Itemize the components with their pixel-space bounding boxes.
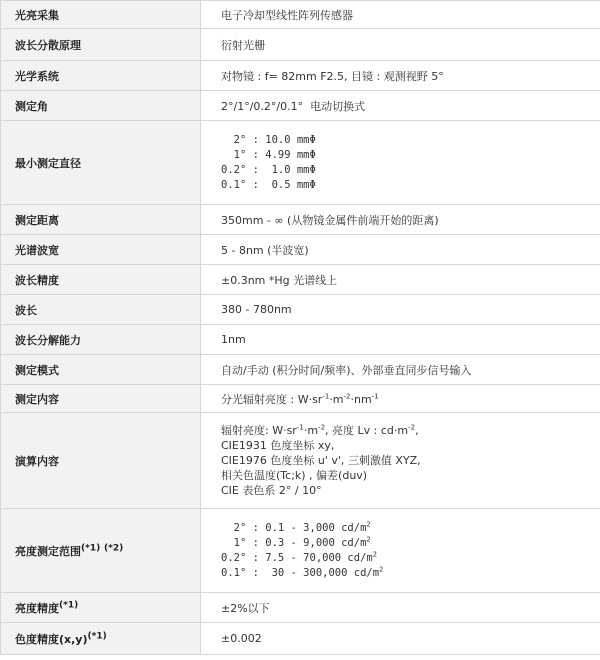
table-row xyxy=(1,1,600,29)
row-value: 电子冷却型线性阵列传感器 xyxy=(201,1,600,29)
footnote-ref: (*2) xyxy=(104,542,124,553)
row-label: 光学系统 xyxy=(1,61,201,91)
footnote-ref: (*1) xyxy=(59,599,79,610)
table-row xyxy=(1,235,600,265)
table-row xyxy=(1,121,600,205)
range-line: 0.1° : 30 - 300,000 $cd/m^2$ xyxy=(221,565,384,579)
diameter-line: 1° : 4.99 mmΦ xyxy=(221,148,316,161)
table-row xyxy=(1,413,600,509)
row-label: 测定角 xyxy=(1,91,201,121)
exponent: -2 xyxy=(343,391,351,400)
row-value: 350mm - ∞ (从物镜金属件前端开始的距离) xyxy=(201,205,600,235)
row-label: 波长分散原理 xyxy=(1,29,201,61)
row-value: 衍射光栅 xyxy=(201,29,600,61)
calc-line: CIE1976 色度坐标 u' v', 三刺激值 XYZ, xyxy=(221,454,421,467)
row-value xyxy=(201,385,600,413)
table-row xyxy=(1,265,600,295)
row-value xyxy=(201,121,600,205)
exponent: -1 xyxy=(322,391,330,400)
range-line: 1° : 0.3 - 9,000 $cd/m^2$ xyxy=(221,535,371,549)
footnote-ref: (*1) xyxy=(81,542,101,553)
table-row xyxy=(1,593,600,623)
table-row xyxy=(1,509,600,593)
row-label: 最小测定直径 xyxy=(1,121,201,205)
row-label: 测定模式 xyxy=(1,355,201,385)
unit-part: ·m xyxy=(329,392,344,406)
calc-line: 相关色温度(Tc;k) , 偏差(duv) xyxy=(221,469,368,482)
row-label: 光亮采集 xyxy=(1,1,201,29)
table-row xyxy=(1,325,600,355)
unit-part: ·nm xyxy=(350,392,372,406)
table-row xyxy=(1,61,600,91)
row-value: 1nm xyxy=(201,325,600,355)
row-label: 亮度测定范围$^{(*1)}$ $^{(*2)}$ xyxy=(1,509,201,593)
table-row xyxy=(1,295,600,325)
calc-line: 辐射亮度: $W\cdot sr^{-1}\cdot m^{-2}$, 亮度 Lv : $cd\cdot m^{-2}$, xyxy=(221,423,419,437)
row-value xyxy=(201,413,600,509)
row-value: 380 - 780nm xyxy=(201,295,600,325)
calc-line: CIE 表色系 2° / 10° xyxy=(221,484,322,497)
row-value: ±0.002 xyxy=(201,623,600,655)
row-label: 演算内容 xyxy=(1,413,201,509)
row-label: 亮度精度$^{(*1)}$ xyxy=(1,593,201,623)
row-label: 测定内容 xyxy=(1,385,201,413)
diameter-line: 0.2° : 1.0 mmΦ xyxy=(221,163,316,176)
row-label: 光谱波宽 xyxy=(1,235,201,265)
row-value: 5 - 8nm (半波宽) xyxy=(201,235,600,265)
table-row xyxy=(1,623,600,655)
row-value: ±2%以下 xyxy=(201,593,600,623)
table-row xyxy=(1,355,600,385)
row-label: 波长精度 xyxy=(1,265,201,295)
row-label: 色度精度$(x,y)^{(*1)}$ xyxy=(1,623,201,655)
row-value xyxy=(201,509,600,593)
diameter-line: 0.1° : 0.5 mmΦ xyxy=(221,178,316,191)
table-row xyxy=(1,205,600,235)
row-value: ±0.3nm *Hg 光谱线上 xyxy=(201,265,600,295)
row-label: 波长分解能力 xyxy=(1,325,201,355)
range-line: 2° : 0.1 - 3,000 $cd/m^2$ xyxy=(221,520,371,534)
row-value: 自动/手动 (积分时间/频率)、外部垂直同步信号输入 xyxy=(201,355,600,385)
row-label: 波长 xyxy=(1,295,201,325)
exponent: -1 xyxy=(371,391,379,400)
measure-prefix: 分光辐射亮度 : W·sr xyxy=(221,392,323,406)
range-line: 0.2° : 7.5 - 70,000 $cd/m^2$ xyxy=(221,550,377,564)
footnote-ref: (*1) xyxy=(87,630,107,641)
table-row xyxy=(1,385,600,413)
table-row xyxy=(1,29,600,61)
table-row xyxy=(1,91,600,121)
row-value: 2°/1°/0.2°/0.1° 电动切换式 xyxy=(201,91,600,121)
row-value: 对物镜 : f= 82mm F2.5, 目镜 : 观测视野 5° xyxy=(201,61,600,91)
calc-line: CIE1931 色度坐标 xy, xyxy=(221,439,335,452)
diameter-line: 2° : 10.0 mmΦ xyxy=(221,133,316,146)
row-label: 测定距离 xyxy=(1,205,201,235)
